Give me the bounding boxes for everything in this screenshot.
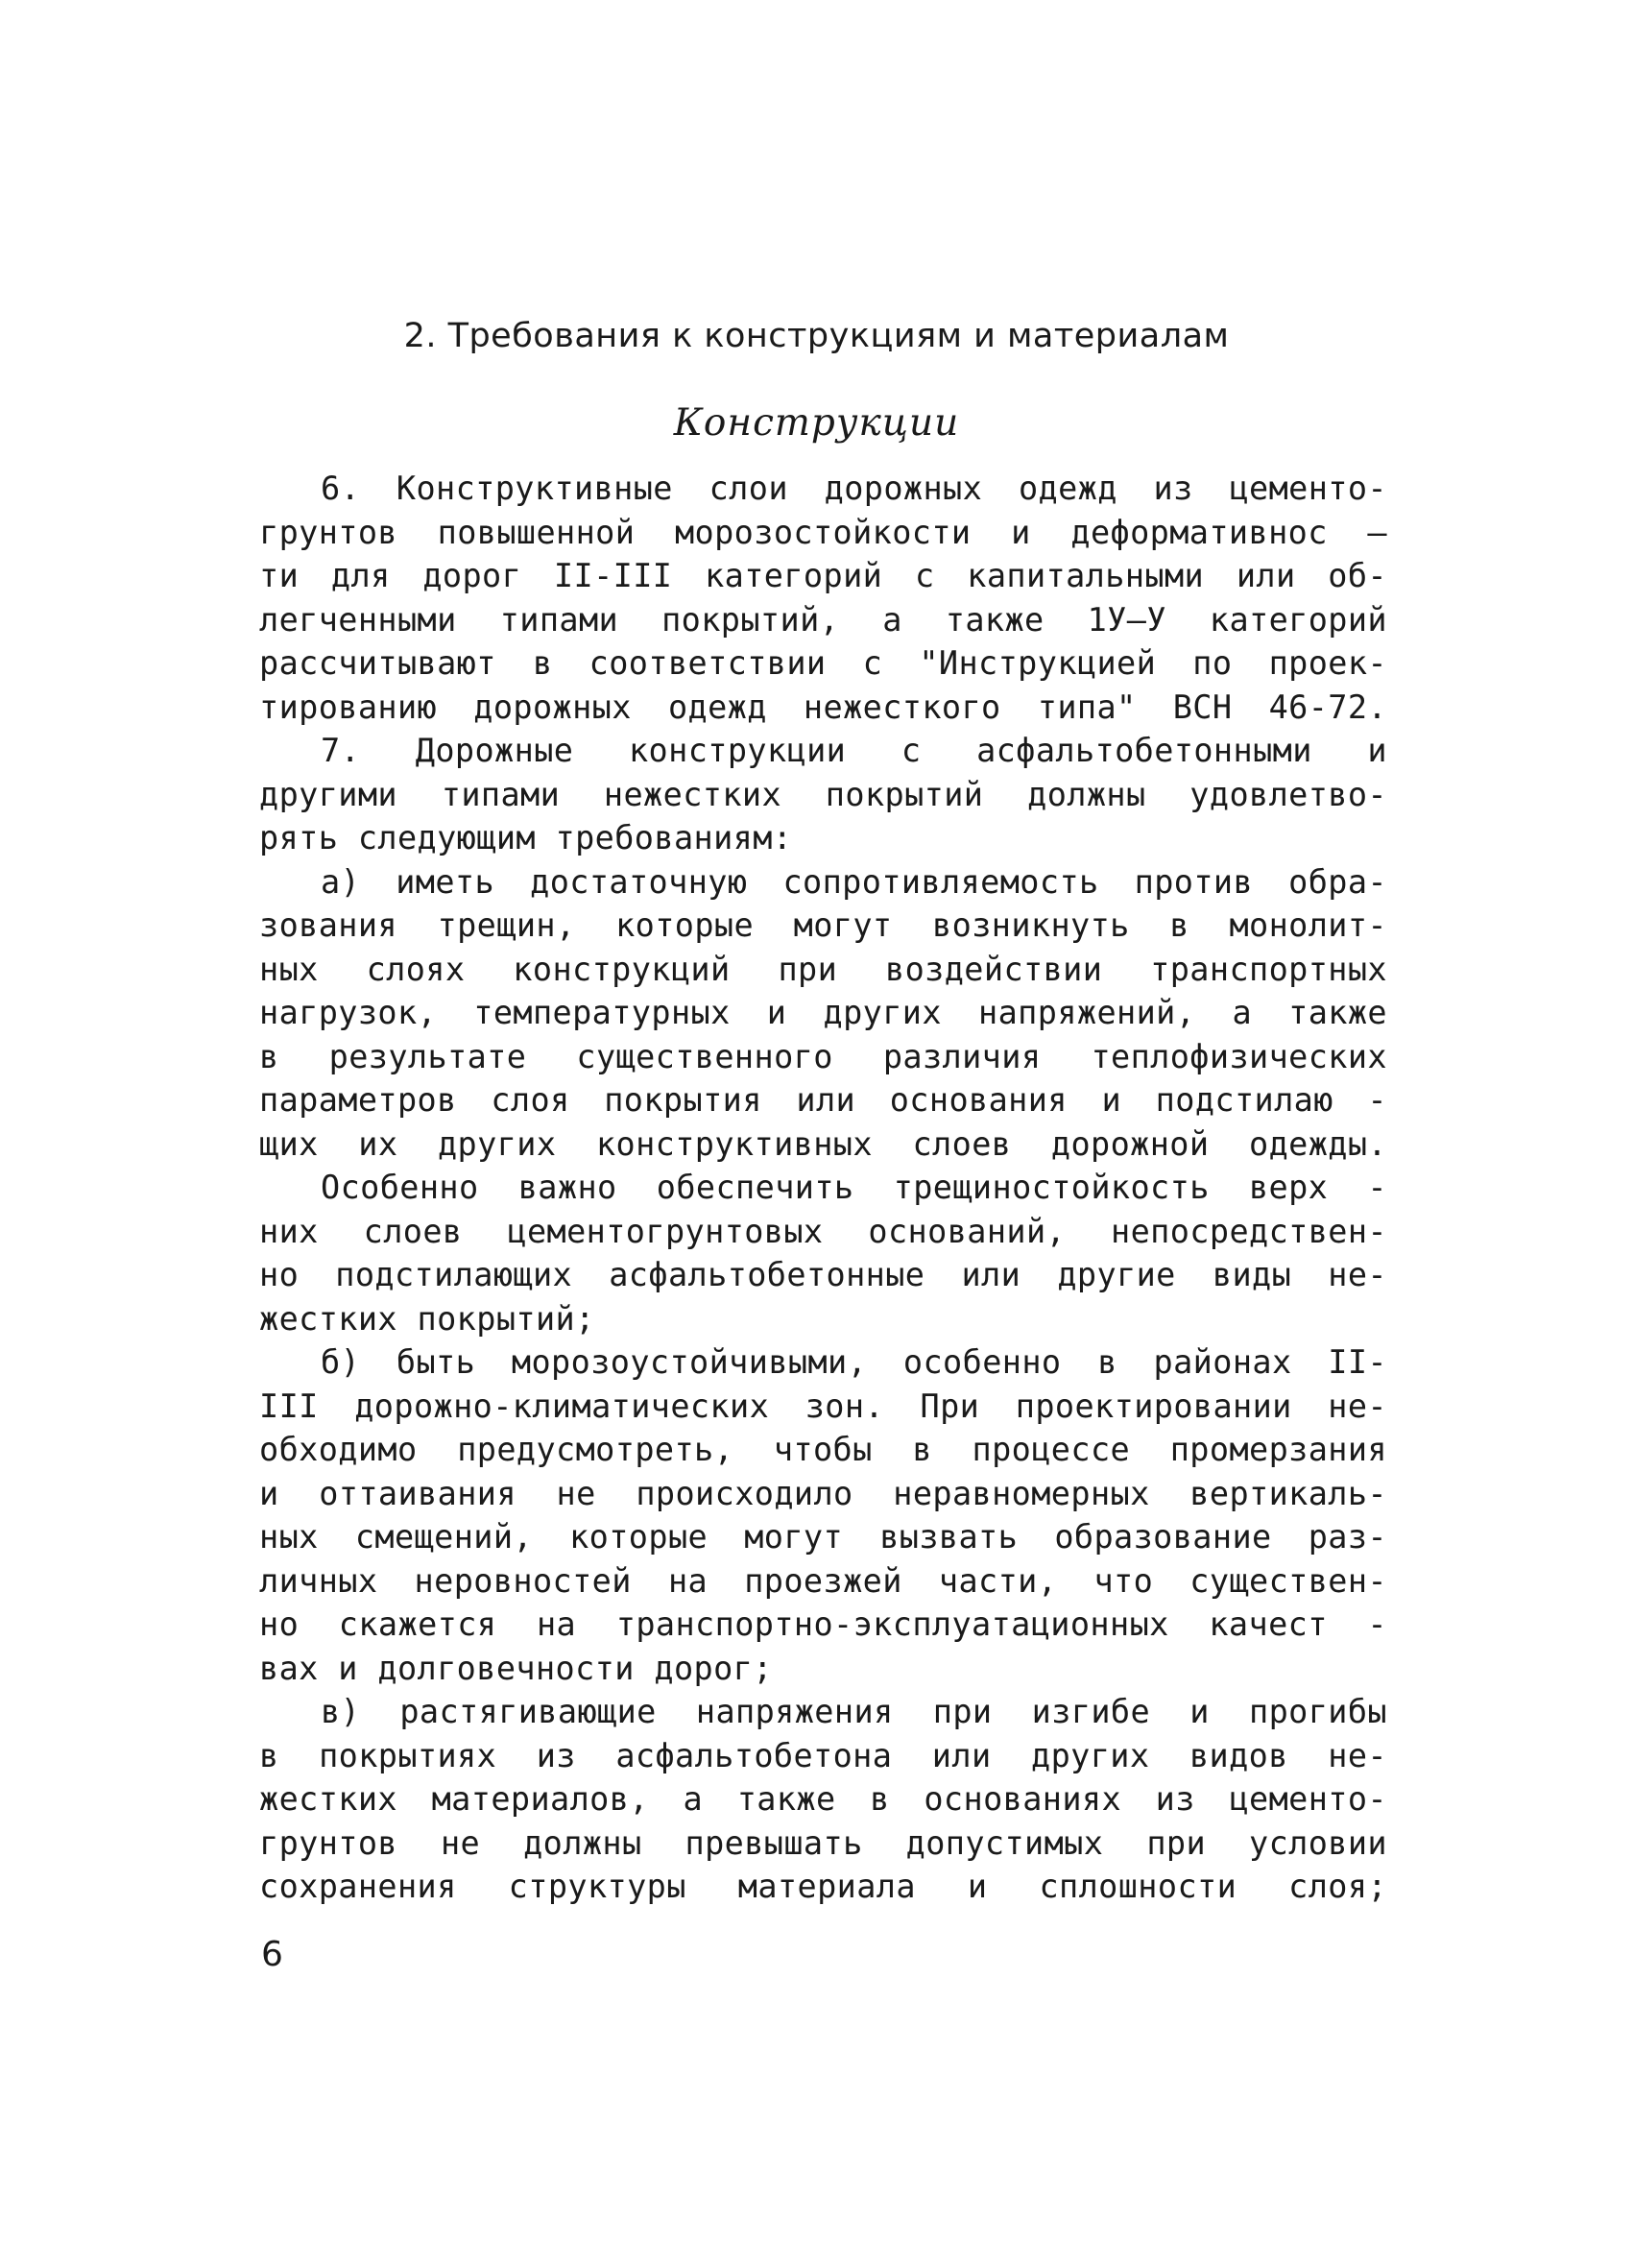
text-line: другими типами нежестких покрытий должны удовлетво- [259, 775, 1387, 813]
text-line: вах и долговечности дорог; [259, 1649, 773, 1687]
text-line: рять следующим требованиям: [259, 819, 793, 857]
text-line: ти для дорог II-III категорий с капитальными или об- [259, 557, 1387, 594]
text-line: грунтов повышенной морозостойкости и деформативнос – [259, 513, 1387, 551]
text-line: них слоев цементогрунтовых оснований, непосредствен- [259, 1212, 1387, 1250]
text-line: и оттаивания не происходило неравномерных вертикаль- [259, 1474, 1387, 1512]
text-line: зования трещин, которые могут возникнуть в монолит- [259, 906, 1387, 944]
text-line: 6. Конструктивные слои дорожных одежд из цементо- [321, 470, 1387, 507]
text-line: сохранения структуры материала и сплошности слоя; [259, 1868, 1387, 1905]
subheading: Конструкции [673, 401, 960, 445]
text-line: легченными типами покрытий, а также 1У–У категорий [259, 600, 1387, 639]
text-line: обходимо предусмотреть, чтобы в процессе промерзания [259, 1431, 1387, 1468]
text-line: грунтов не должны превышать допустимых при условии [259, 1823, 1387, 1862]
text-line: ных смещений, которые могут вызвать образование раз- [259, 1518, 1387, 1556]
section-heading: 2. Требования к конструкциям и материалам [403, 317, 1230, 355]
text-line: жестких материалов, а также в основаниях из цементо- [259, 1780, 1387, 1818]
page-number: 6 [261, 1935, 283, 1974]
text-line: б) быть морозоустойчивыми, особенно в районах II- [321, 1343, 1387, 1381]
text-line: но подстилающих асфальтобетонные или другие виды не- [259, 1256, 1387, 1293]
text-line: личных неровностей на проезжей части, что существен- [259, 1561, 1387, 1600]
text-line: III дорожно-климатических зон. При проектировании не- [259, 1387, 1387, 1425]
text-line: 7. Дорожные конструкции с асфальтобетонными и [321, 732, 1387, 769]
text-line: в покрытиях из асфальтобетона или других видов не- [259, 1736, 1387, 1774]
text-line: тированию дорожных одежд нежесткого типа" ВСН 46-72. [259, 688, 1387, 726]
text-line: нагрузок, температурных и других напряжений, а также [259, 994, 1387, 1031]
text-line: ных слоях конструкций при воздействии транспортных [259, 950, 1387, 988]
text-line: рассчитывают в соответствии с "Инструкцией по проек- [259, 644, 1387, 682]
text-line: в результате существенного различия теплофизических [259, 1037, 1387, 1075]
text-line: но скажется на транспортно-эксплуатационных качест - [259, 1605, 1387, 1643]
body-text [259, 467, 1387, 1909]
text-line: щих их других конструктивных слоев дорожной одежды. [259, 1124, 1387, 1163]
text-line: в) растягивающие напряжения при изгибе и прогибы [321, 1693, 1387, 1730]
text-line: а) иметь достаточную сопротивляемость против обра- [321, 862, 1387, 901]
text-line: параметров слоя покрытия или основания и подстилаю - [259, 1081, 1387, 1119]
text-line: жестких покрытий; [259, 1299, 595, 1338]
text-line: Особенно важно обеспечить трещиностойкость верх - [321, 1169, 1387, 1206]
